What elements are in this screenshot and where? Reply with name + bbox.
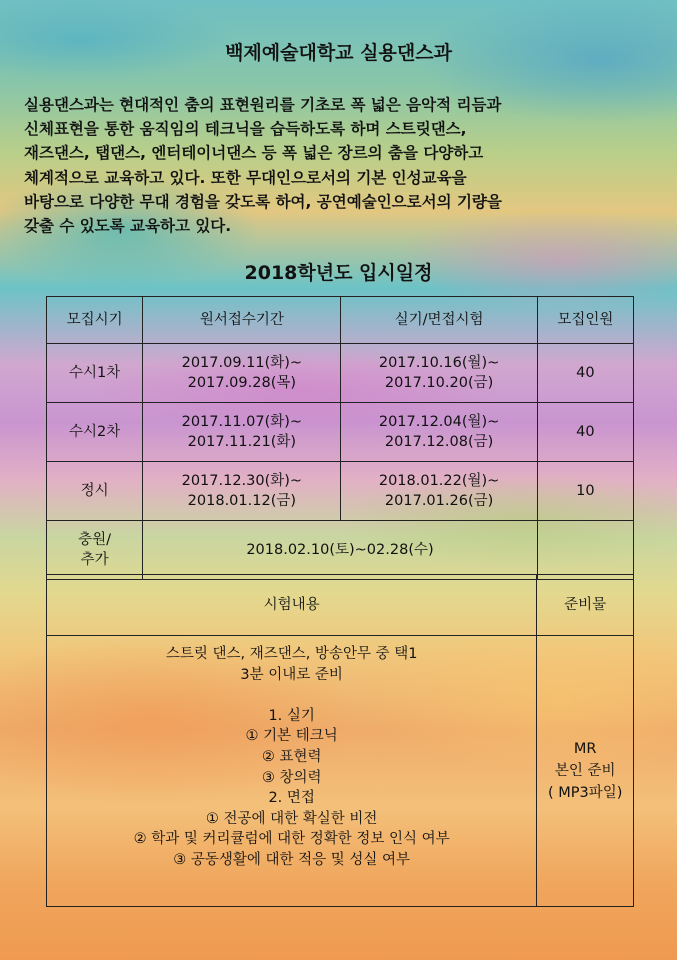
extra-dates: 2018.02.10(토)~02.28(수): [143, 521, 537, 580]
header-count: 모집인원: [537, 297, 633, 344]
row-exam: 2018.01.22(월)~ 2017.01.26(금): [341, 462, 537, 521]
exam-table: [46, 574, 634, 907]
schedule-header-row: [47, 297, 634, 344]
row-count: 10: [537, 462, 633, 521]
header-period: 모집시기: [47, 297, 143, 344]
exam-content-row: [47, 636, 634, 907]
row-exam: 2017.12.04(월)~ 2017.12.08(금): [341, 403, 537, 462]
table-row-extra: [47, 521, 634, 580]
exam-prep: MR 본인 준비 ( MP3파일): [537, 636, 634, 907]
row-exam: 2017.10.16(월)~ 2017.10.20(금): [341, 344, 537, 403]
exam-header-row: [47, 575, 634, 636]
intro-paragraph: 실용댄스과는 현대적인 춤의 표현원리를 기초로 폭 넓은 음악적 리듬과 신체표현을 통한 움직임의 테크닉을 습득하도록 하며 스트릿댄스, 재즈댄스, 탭댄스, 엔터테이너댄스 등 폭 넓은 장르의 춤을 다양하고 체계적으로 교육하고 있다. 또한 무대인으로서의 기본 인성교육을 바탕으로 다양한 무대 경험을 갖도록 하여, 공연예술인으로서의 기량을 갖출 수 있도록 교육하고 있다.: [24, 96, 502, 236]
row-count: 40: [537, 403, 633, 462]
page-title: 백제예술대학교 실용댄스과: [225, 42, 452, 64]
row-apply: 2017.09.11(화)~ 2017.09.28(목): [143, 344, 341, 403]
extra-period: 충원/ 추가: [47, 521, 143, 580]
row-apply: 2017.12.30(화)~ 2018.01.12(금): [143, 462, 341, 521]
header-exam: 실기/면접시험: [341, 297, 537, 344]
schedule-table: [46, 296, 634, 580]
table-row: [47, 344, 634, 403]
row-period: 정시: [47, 462, 143, 521]
header-apply: 원서접수기간: [143, 297, 341, 344]
row-period: 수시1차: [47, 344, 143, 403]
row-apply: 2017.11.07(화)~ 2017.11.21(화): [143, 403, 341, 462]
table-row: [47, 462, 634, 521]
header-exam-content: 시험내용: [47, 575, 537, 636]
row-count: 40: [537, 344, 633, 403]
exam-content: 스트릿 댄스, 재즈댄스, 방송안무 중 택1 3분 이내로 준비 1. 실기 ① 기본 테크닉 ② 표현력 ③ 창의력 2. 면접 ① 전공에 대한 확실한 비전 ② 학과 및 커리큘럼에 대한 정확한 정보 인식 여부 ③ 공동생활에 대한 적응 및 성실 여부: [47, 636, 537, 907]
row-period: 수시2차: [47, 403, 143, 462]
schedule-title: 2018학년도 입시일정: [244, 262, 433, 284]
extra-count: [537, 521, 633, 580]
table-row: [47, 403, 634, 462]
header-prep: 준비물: [537, 575, 634, 636]
